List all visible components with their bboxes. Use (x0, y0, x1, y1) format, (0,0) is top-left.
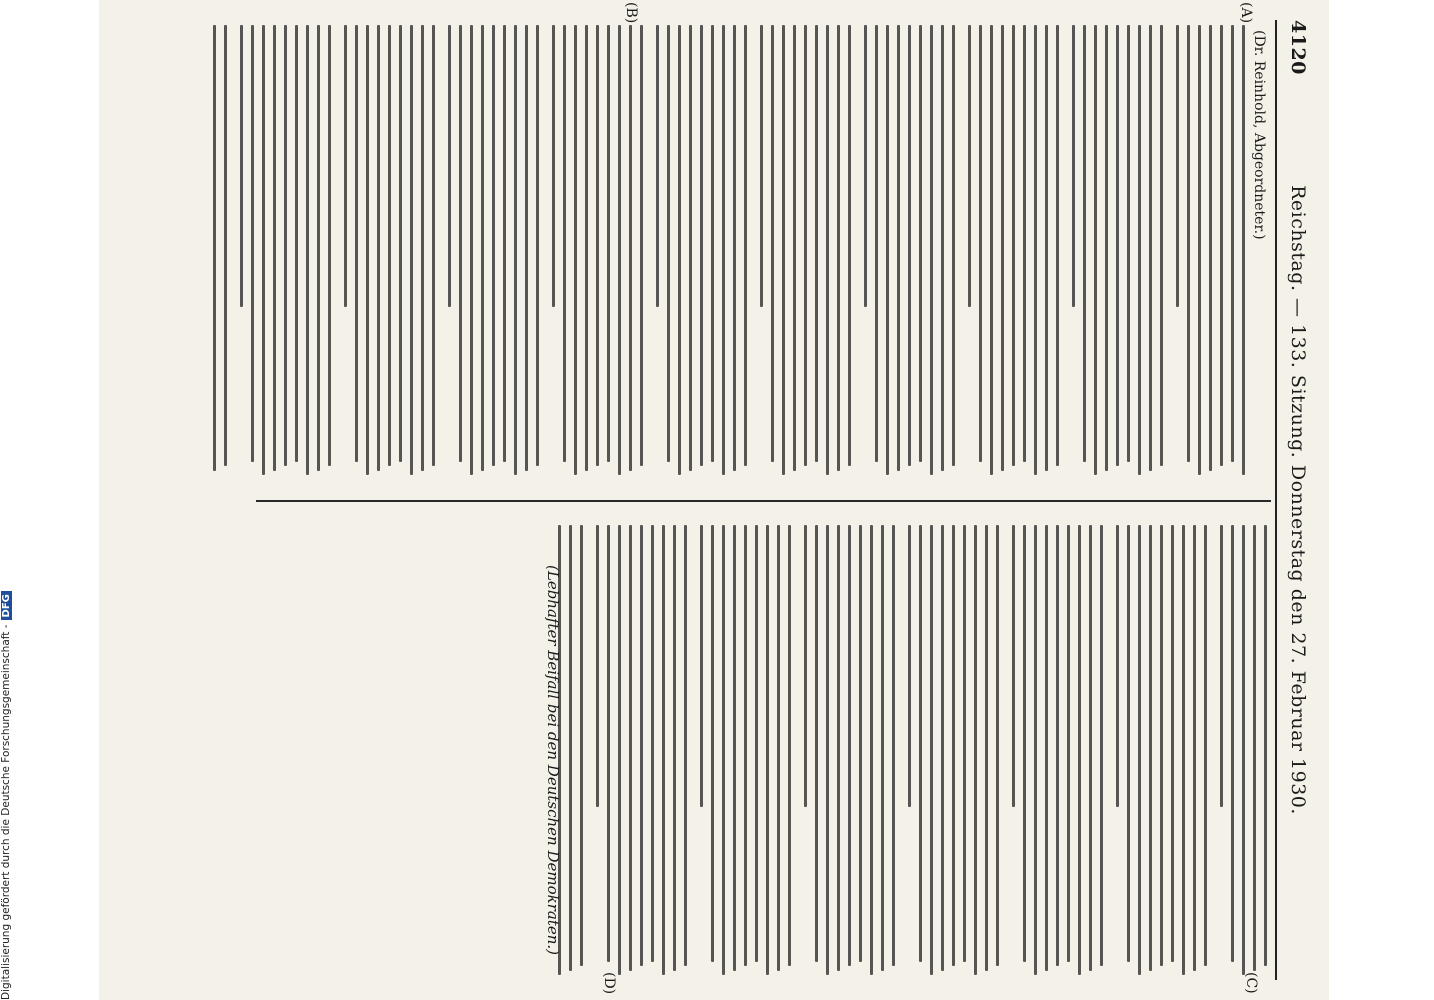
text-line (711, 25, 714, 462)
text-line (1023, 525, 1026, 962)
text-line (251, 25, 254, 462)
text-line (848, 25, 851, 466)
text-line (1182, 525, 1185, 975)
text-line (826, 25, 829, 475)
text-line (722, 25, 725, 475)
text-line (1187, 25, 1190, 462)
text-line (930, 525, 933, 975)
applause-line: (Lebhafter Beifall bei den Deutschen Demokraten.) (544, 565, 562, 955)
text-line (421, 25, 424, 471)
text-line (1012, 25, 1015, 466)
text-line (678, 25, 681, 475)
text-line (1171, 525, 1174, 962)
speaker-line: (Dr. Reinhold, Abgeordneter.) (1251, 30, 1267, 240)
text-line (1242, 25, 1245, 475)
text-line (1138, 525, 1141, 975)
text-line (1220, 525, 1223, 807)
text-line (1078, 525, 1081, 975)
margin-marker-b: (B) (623, 2, 639, 24)
text-line (760, 25, 763, 307)
text-line (837, 25, 840, 471)
text-line (448, 25, 451, 307)
text-line (596, 525, 599, 807)
text-line (941, 25, 944, 471)
text-line (793, 25, 796, 471)
header-rule (1275, 20, 1277, 980)
text-line (1242, 525, 1245, 975)
text-line (733, 25, 736, 471)
text-line (213, 25, 216, 471)
text-line (1149, 25, 1152, 471)
text-line (1012, 525, 1015, 807)
text-line (826, 525, 829, 975)
text-line (804, 525, 807, 807)
credit-text: Digitalisierung gefördert durch die Deutsche Forschungsgemeinschaft - (0, 624, 12, 1000)
text-line (1045, 525, 1048, 971)
text-line (892, 525, 895, 966)
text-line (782, 25, 785, 475)
text-line (618, 25, 621, 475)
dfg-logo-icon: DFG (1, 591, 12, 620)
text-line (459, 25, 462, 462)
text-line (755, 525, 758, 962)
text-line (607, 525, 610, 962)
text-line (640, 25, 643, 466)
text-line (1045, 25, 1048, 471)
text-line (684, 525, 687, 966)
text-line (640, 525, 643, 966)
text-line (377, 25, 380, 471)
text-line (1023, 25, 1026, 462)
text-line (262, 25, 265, 475)
text-line (667, 25, 670, 462)
text-line (1209, 25, 1212, 471)
text-line (355, 25, 358, 462)
text-line (952, 25, 955, 466)
text-line (569, 525, 572, 971)
text-line (388, 25, 391, 466)
text-line (306, 25, 309, 475)
text-line (1264, 525, 1267, 966)
text-line (777, 525, 780, 971)
text-line (1100, 525, 1103, 966)
digitization-credit (0, 594, 18, 1000)
text-line (859, 525, 862, 962)
margin-marker-d: (D) (601, 972, 617, 995)
text-line (651, 525, 654, 962)
text-line (1094, 25, 1097, 475)
left-body-text (205, 25, 1245, 480)
text-line (941, 525, 944, 971)
text-line (410, 25, 413, 475)
margin-marker-c: (C) (1243, 972, 1259, 994)
text-line (656, 25, 659, 307)
text-line (432, 25, 435, 466)
text-line (366, 25, 369, 475)
text-line (503, 25, 506, 462)
text-line (952, 525, 955, 966)
text-line (733, 525, 736, 971)
text-line (788, 525, 791, 966)
text-line (1176, 25, 1179, 307)
text-line (585, 25, 588, 471)
text-line (673, 525, 676, 971)
text-line (1089, 525, 1092, 971)
text-line (990, 25, 993, 475)
text-line (848, 525, 851, 966)
text-line (1001, 25, 1004, 471)
text-line (744, 525, 747, 966)
text-line (662, 525, 665, 975)
text-line (1204, 525, 1207, 966)
text-line (1034, 25, 1037, 475)
text-line (1149, 525, 1152, 971)
text-line (804, 25, 807, 466)
text-line (481, 25, 484, 471)
text-line (1127, 25, 1130, 462)
text-line (996, 525, 999, 966)
text-line (771, 25, 774, 462)
page-number: 4120 (1287, 20, 1309, 75)
text-line (897, 25, 900, 471)
text-line (399, 25, 402, 462)
text-line (881, 525, 884, 971)
text-line (1116, 25, 1119, 466)
text-line (1198, 25, 1201, 475)
text-line (284, 25, 287, 466)
text-line (1193, 525, 1196, 971)
text-line (1056, 25, 1059, 466)
text-line (1034, 525, 1037, 975)
text-line (870, 525, 873, 975)
text-line (1127, 525, 1130, 962)
text-line (470, 25, 473, 475)
running-header (1274, 0, 1329, 1000)
text-line (722, 525, 725, 975)
text-line (328, 25, 331, 466)
text-line (1160, 25, 1163, 466)
text-line (536, 25, 539, 466)
text-line (930, 25, 933, 475)
text-line (1116, 525, 1119, 807)
text-line (1220, 25, 1223, 466)
text-line (979, 25, 982, 462)
text-line (574, 25, 577, 475)
text-line (908, 525, 911, 807)
text-line (580, 525, 583, 966)
document-page (99, 0, 1329, 1000)
text-line (700, 25, 703, 466)
text-line (295, 25, 298, 462)
text-line (689, 25, 692, 471)
text-line (240, 25, 243, 307)
text-line (1083, 25, 1086, 462)
text-line (875, 25, 878, 462)
text-line (963, 525, 966, 962)
text-line (618, 525, 621, 975)
text-line (974, 525, 977, 975)
text-line (563, 25, 566, 462)
text-line (700, 525, 703, 807)
text-line (1072, 25, 1075, 307)
text-line (552, 25, 555, 307)
text-line (629, 525, 632, 971)
text-line (629, 25, 632, 471)
text-line (744, 25, 747, 466)
text-line (815, 525, 818, 962)
text-line (908, 25, 911, 466)
text-line (224, 25, 227, 466)
margin-marker-a: (A) (1238, 2, 1254, 24)
text-line (886, 25, 889, 475)
text-line (596, 25, 599, 466)
text-line (864, 25, 867, 307)
text-line (985, 525, 988, 971)
text-line (1067, 525, 1070, 962)
text-line (1253, 525, 1256, 971)
text-line (1160, 525, 1163, 966)
text-line (317, 25, 320, 471)
text-line (919, 525, 922, 962)
text-line (273, 25, 276, 471)
text-line (344, 25, 347, 307)
text-line (837, 525, 840, 971)
text-line (1056, 525, 1059, 966)
column-divider (256, 500, 1271, 502)
text-line (514, 25, 517, 475)
text-line (492, 25, 495, 466)
right-body-text (550, 525, 1267, 980)
text-line (525, 25, 528, 471)
text-line (919, 25, 922, 462)
text-line (766, 525, 769, 975)
text-line (1138, 25, 1141, 475)
text-line (607, 25, 610, 462)
text-line (1105, 25, 1108, 471)
page-title: Reichstag. — 133. Sitzung. Donnerstag den 27. Februar 1930. (1287, 185, 1309, 815)
text-line (968, 25, 971, 307)
text-line (711, 525, 714, 962)
text-line (815, 25, 818, 462)
text-line (1231, 525, 1234, 962)
text-line (1231, 25, 1234, 462)
